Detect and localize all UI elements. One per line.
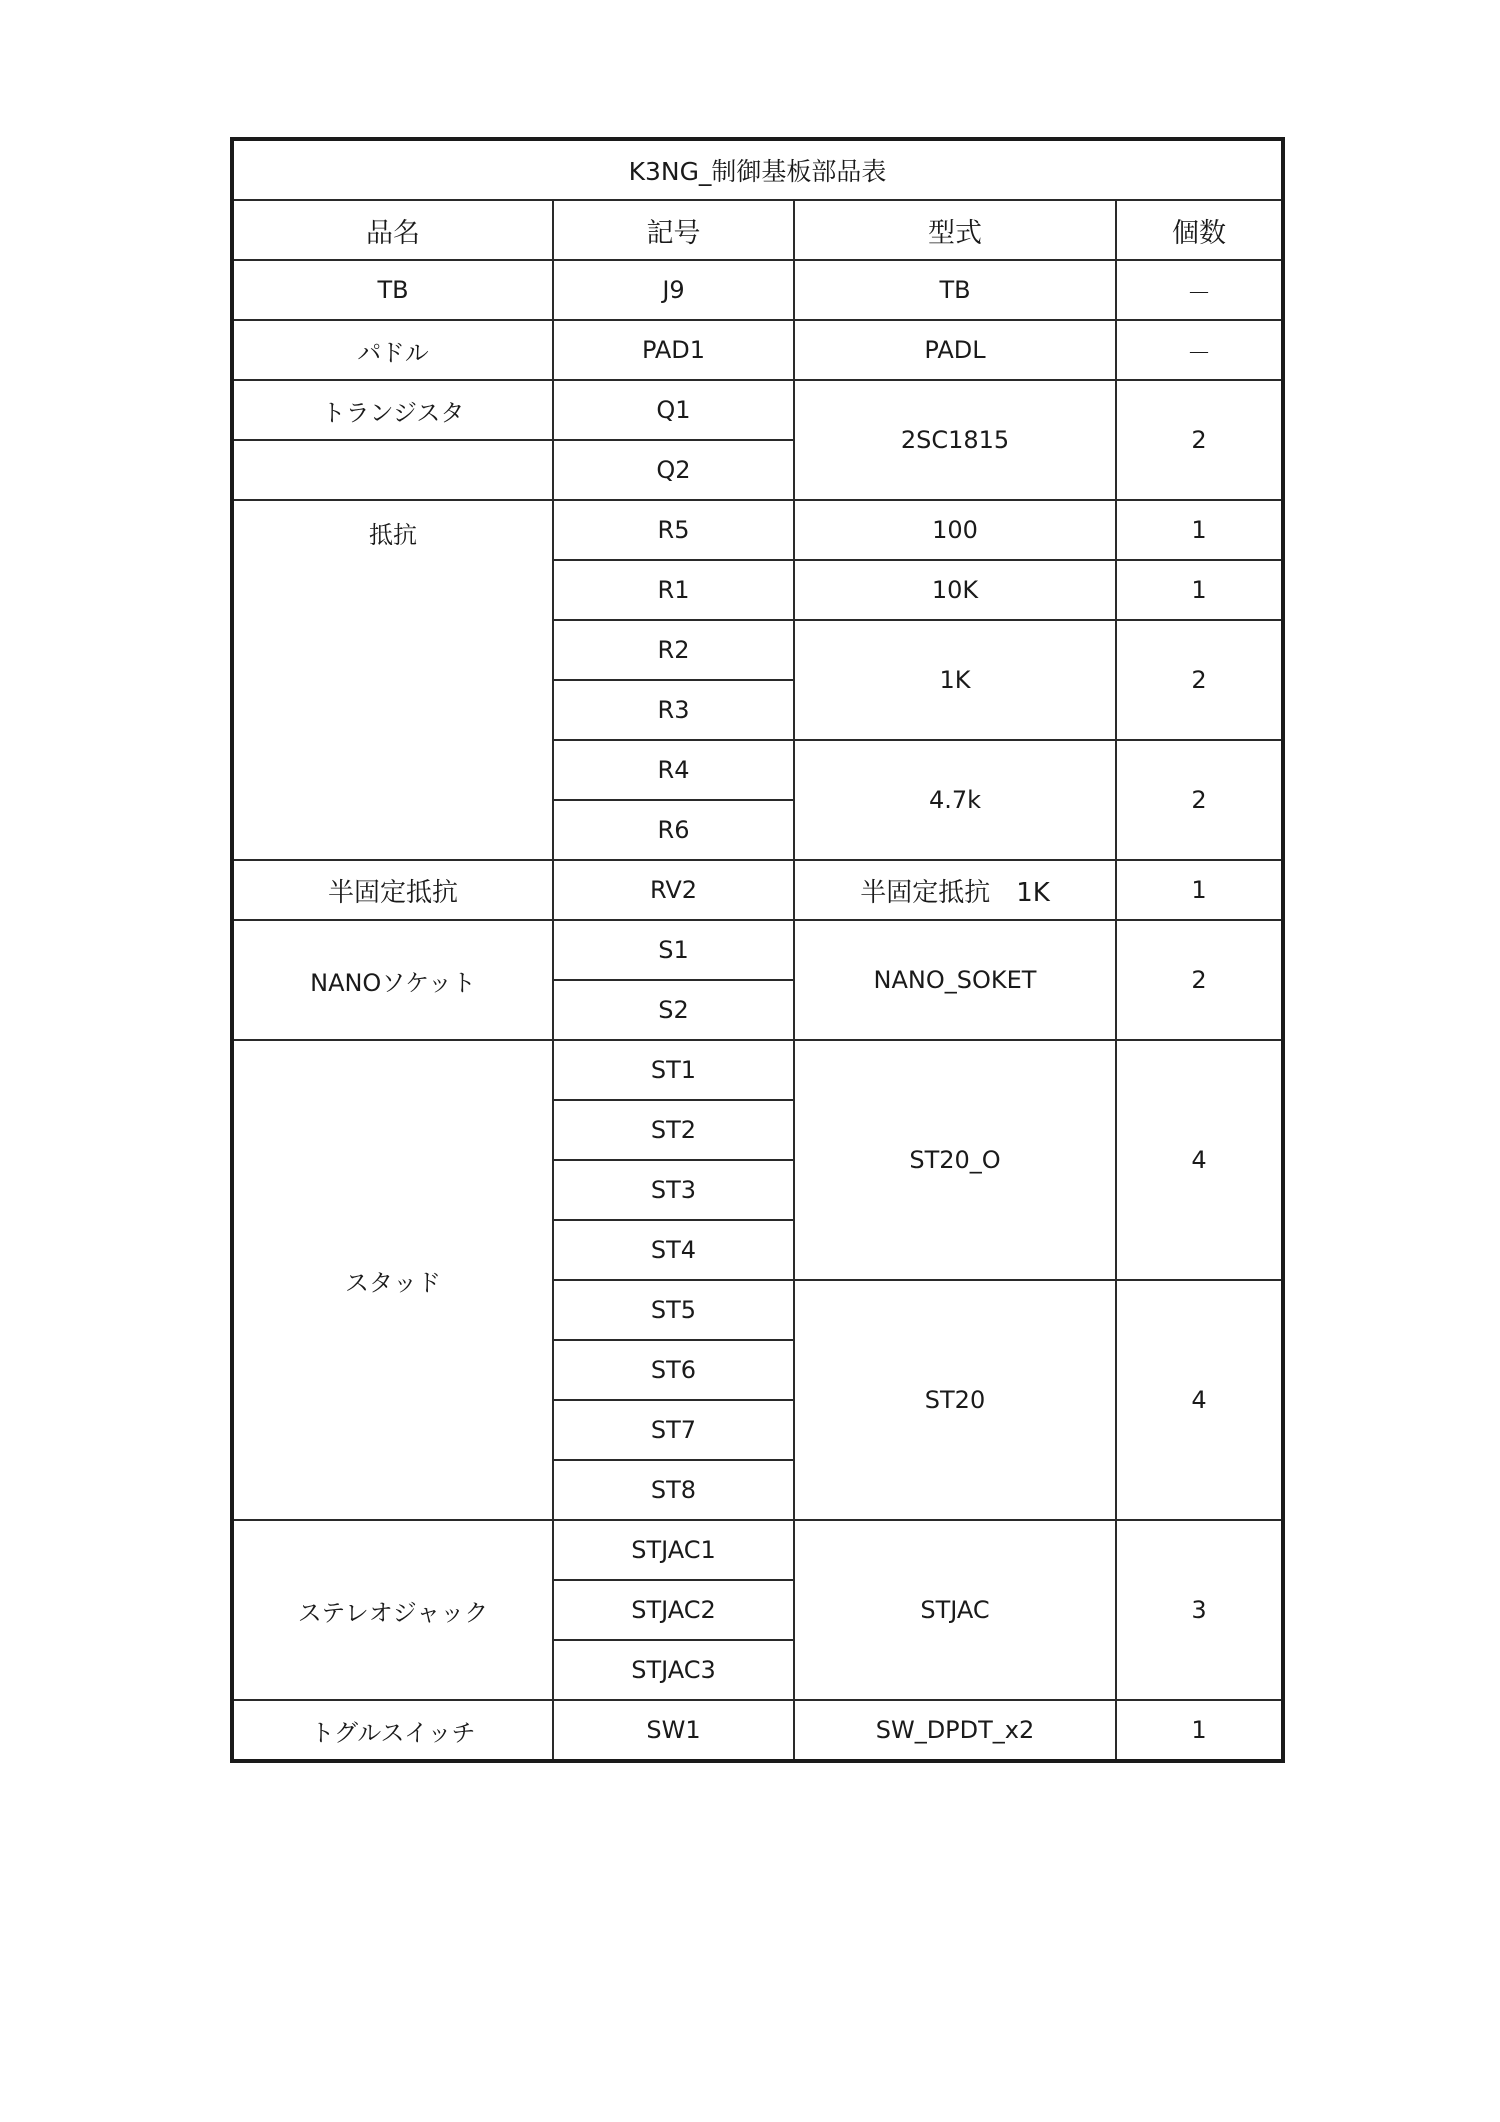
part-symbol: R4 <box>553 740 794 800</box>
header-model: 型式 <box>794 200 1116 260</box>
part-symbol: STJAC3 <box>553 1640 794 1700</box>
part-qty: 2 <box>1116 380 1283 500</box>
title-row <box>232 139 1283 200</box>
part-symbol: R5 <box>553 500 794 560</box>
part-symbol: ST7 <box>553 1400 794 1460</box>
part-name: 半固定抵抗 <box>232 860 553 920</box>
part-symbol: Q2 <box>553 440 794 500</box>
part-name: パドル <box>232 320 553 380</box>
part-symbol: STJAC2 <box>553 1580 794 1640</box>
part-name <box>232 440 553 500</box>
part-model: SW_DPDT_x2 <box>794 1700 1116 1761</box>
table-row <box>232 860 1283 920</box>
table-row <box>232 380 1283 440</box>
table-row <box>232 260 1283 320</box>
part-symbol: PAD1 <box>553 320 794 380</box>
part-symbol: R6 <box>553 800 794 860</box>
part-qty: 4 <box>1116 1280 1283 1520</box>
header-symbol: 記号 <box>553 200 794 260</box>
part-symbol: J9 <box>553 260 794 320</box>
part-qty: 2 <box>1116 740 1283 860</box>
part-symbol: S1 <box>553 920 794 980</box>
part-qty: 1 <box>1116 500 1283 560</box>
part-model: ST20 <box>794 1280 1116 1520</box>
part-symbol: ST3 <box>553 1160 794 1220</box>
part-model: ST20_O <box>794 1040 1116 1280</box>
part-qty: 3 <box>1116 1520 1283 1700</box>
part-qty: － <box>1116 320 1283 380</box>
table-row <box>232 1700 1283 1761</box>
part-model: 1K <box>794 620 1116 740</box>
part-symbol: ST8 <box>553 1460 794 1520</box>
table-row <box>232 1040 1283 1100</box>
part-symbol: R1 <box>553 560 794 620</box>
part-name: トランジスタ <box>232 380 553 440</box>
table-title: K3NG_制御基板部品表 <box>232 139 1283 200</box>
part-model: 100 <box>794 500 1116 560</box>
table-row <box>232 320 1283 380</box>
header-name: 品名 <box>232 200 553 260</box>
part-symbol: ST4 <box>553 1220 794 1280</box>
part-symbol: STJAC1 <box>553 1520 794 1580</box>
part-symbol: ST2 <box>553 1100 794 1160</box>
part-model: PADL <box>794 320 1116 380</box>
part-symbol: RV2 <box>553 860 794 920</box>
part-name: 抵抗 <box>232 500 553 860</box>
parts-list-table <box>230 137 1285 1763</box>
table-row <box>232 500 1283 560</box>
part-name: ステレオジャック <box>232 1520 553 1700</box>
header-row <box>232 200 1283 260</box>
part-symbol: S2 <box>553 980 794 1040</box>
part-name: TB <box>232 260 553 320</box>
part-model: TB <box>794 260 1116 320</box>
part-symbol: R3 <box>553 680 794 740</box>
part-symbol: ST1 <box>553 1040 794 1100</box>
part-model: 半固定抵抗 1K <box>794 860 1116 920</box>
part-symbol: ST6 <box>553 1340 794 1400</box>
part-name: スタッド <box>232 1040 553 1520</box>
part-qty: － <box>1116 260 1283 320</box>
part-model: 4.7k <box>794 740 1116 860</box>
part-symbol: ST5 <box>553 1280 794 1340</box>
part-model: 2SC1815 <box>794 380 1116 500</box>
part-model: STJAC <box>794 1520 1116 1700</box>
part-qty: 1 <box>1116 1700 1283 1761</box>
part-model: 10K <box>794 560 1116 620</box>
part-symbol: SW1 <box>553 1700 794 1761</box>
part-qty: 2 <box>1116 920 1283 1040</box>
part-name: NANOソケット <box>232 920 553 1040</box>
part-model: NANO_SOKET <box>794 920 1116 1040</box>
part-name: トグルスイッチ <box>232 1700 553 1761</box>
table-row <box>232 1520 1283 1580</box>
part-symbol: R2 <box>553 620 794 680</box>
part-qty: 1 <box>1116 560 1283 620</box>
part-qty: 1 <box>1116 860 1283 920</box>
table-row <box>232 920 1283 980</box>
part-qty: 4 <box>1116 1040 1283 1280</box>
part-qty: 2 <box>1116 620 1283 740</box>
header-qty: 個数 <box>1116 200 1283 260</box>
part-symbol: Q1 <box>553 380 794 440</box>
